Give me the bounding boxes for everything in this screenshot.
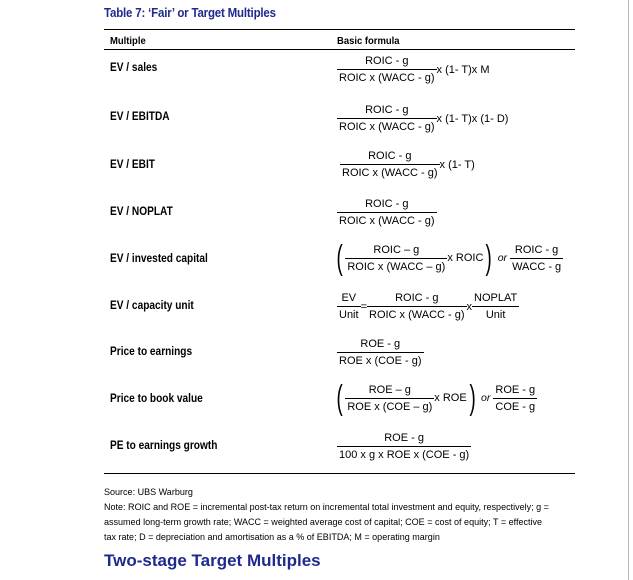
section-title: Two-stage Target Multiples	[104, 551, 321, 570]
table-bottom-rule	[104, 473, 575, 474]
table-title: Table 7: ‘Fair’ or Target Multiples	[104, 6, 276, 20]
formula-tail: x (1- T)x (1- D)	[436, 112, 509, 125]
column-header-formula: Basic formula	[337, 35, 400, 47]
table-top-rule	[104, 29, 575, 30]
left-paren: (	[336, 239, 343, 277]
table-note: Note: ROIC and ROE = incremental post-tax return on incremental total investment and equity, respectively; g = assumed long-term growth rate; WACC = weighted average cost of capital; COE = cost of equity; T = effective tax rate; D = depreciation and amortisation as a % of EBITDA; M = operating margin	[104, 502, 549, 543]
formula-ev-invested-capital	[334, 241, 563, 275]
header-rule	[104, 49, 575, 50]
noplat-per-unit-fraction: $\frac{\text{NOPLAT}}{\text{Unit}}$	[474, 292, 518, 321]
right-paren: )	[485, 239, 493, 277]
fraction: $\frac{\text{ROIC - g}}{\text{ROIC x (WACC - g)}}$	[339, 55, 435, 84]
row-label-price-to-earnings: Price to earnings	[110, 346, 193, 358]
row-label-ev-invested-capital: EV / invested capital	[110, 253, 208, 265]
fraction: $\frac{\text{ROIC - g}}{\text{ROIC x (WACC - g)}}$	[339, 198, 435, 227]
multiplier: x ROE	[434, 392, 467, 404]
alt-fraction: $\frac{\text{ROE - g}}{\text{COE - g}}$	[495, 383, 536, 413]
formula-pe-to-earnings-growth	[337, 432, 471, 461]
left-paren: (	[336, 379, 343, 417]
formula-tail: x (1- T)x M	[436, 63, 490, 76]
formula-price-to-earnings	[337, 338, 424, 367]
alt-fraction: $\frac{\text{ROIC - g}}{\text{WACC - g}}$	[512, 243, 562, 273]
row-label-ev-noplat: EV / NOPLAT	[110, 206, 173, 218]
fraction: $\frac{\text{ROIC - g}}{\text{ROIC x (WACC - g)}}$	[342, 150, 438, 179]
row-label-pe-to-earnings-growth: PE to earnings growth	[110, 440, 218, 452]
row-label-ev-ebit: EV / EBIT	[110, 159, 155, 171]
formula-ev-ebit	[340, 150, 475, 179]
column-header-multiple: Multiple	[110, 35, 146, 47]
row-label-ev-ebitda: EV / EBITDA	[110, 111, 170, 123]
fraction: $\frac{\text{ROIC – g}}{\text{ROIC x (WACC – g)}}$	[347, 243, 446, 273]
formula-tail: x (1- T)	[439, 158, 475, 171]
fraction: $\frac{\text{ROIC - g}}{\text{ROIC x (WACC - g)}}$	[369, 292, 465, 321]
formula-price-to-book-value	[334, 381, 537, 415]
or-word: or	[497, 252, 508, 264]
page-right-border	[628, 0, 629, 580]
right-paren: )	[469, 379, 476, 417]
row-label-ev-capacity-unit: EV / capacity unit	[110, 300, 194, 312]
fraction: $\frac{\text{ROE – g}}{\text{ROE x (COE – g)}}$	[347, 383, 433, 413]
ev-per-unit-fraction: $\frac{EV}{\text{Unit}}$	[339, 292, 359, 321]
formula-ev-ebitda	[337, 104, 508, 133]
row-label-ev-sales: EV / sales	[110, 62, 158, 74]
fraction: $\frac{\text{ROE - g}}{\text{ROE x (COE - g)}}$	[339, 338, 422, 367]
formula-ev-sales	[337, 55, 490, 84]
equals-sign: =	[360, 300, 367, 313]
or-word: or	[481, 392, 491, 404]
formula-ev-capacity-unit	[337, 292, 519, 321]
multiplier: x ROIC	[447, 252, 484, 264]
formula-ev-noplat	[337, 198, 437, 227]
fraction: $\frac{\text{ROIC - g}}{\text{ROIC x (WACC - g)}}$	[339, 104, 435, 133]
row-label-price-to-book-value: Price to book value	[110, 393, 203, 405]
times-sign: x	[466, 300, 473, 313]
source-line: Source: UBS Warburg	[104, 487, 193, 498]
fraction: $\frac{\text{ROE - g}}{\text{100 x g x ROE x (COE - g)}}$	[339, 432, 470, 461]
